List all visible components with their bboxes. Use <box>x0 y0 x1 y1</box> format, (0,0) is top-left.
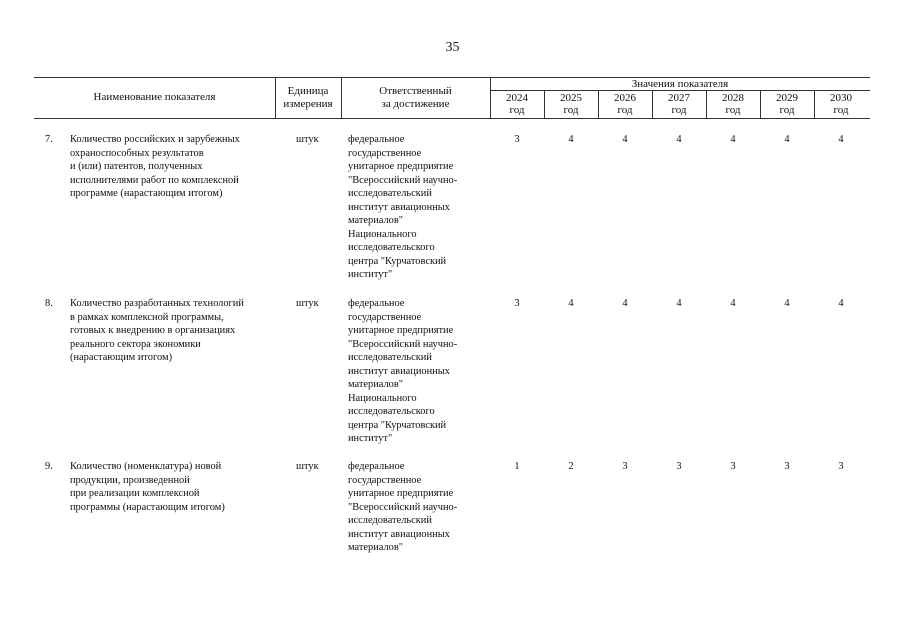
value-2025: 2 <box>568 461 574 472</box>
header-unit: Единица измерения <box>283 85 333 110</box>
year-header: 2027 год <box>668 92 690 116</box>
value-2027: 4 <box>676 134 682 145</box>
row-number: 7. <box>45 134 53 145</box>
value-2024: 1 <box>514 461 520 472</box>
value-2029: 4 <box>784 298 790 309</box>
header-values-group: Значения показателя <box>631 78 729 90</box>
value-2028: 4 <box>730 134 736 145</box>
table-header-bottom-border <box>34 118 870 119</box>
value-2027: 4 <box>676 298 682 309</box>
indicator-name: Количество разработанных технологий в рамках комплексной программы, готовых к внедрению в организациях реального сектора экономики (нарастающим итогом) <box>70 298 244 363</box>
value-2030: 4 <box>838 298 844 309</box>
year-header: 2029 год <box>776 92 798 116</box>
value-2028: 4 <box>730 298 736 309</box>
value-2029: 3 <box>784 461 790 472</box>
indicator-name: Количество российских и зарубежных охраноспособных результатов и (или) патентов, полученных исполнителями работ по комплексной программе (нарастающим итогом) <box>70 134 240 199</box>
value-2026: 3 <box>622 461 628 472</box>
value-2029: 4 <box>784 134 790 145</box>
header-responsible: Ответственный за достижение <box>379 85 452 110</box>
value-2024: 3 <box>514 298 520 309</box>
value-2030: 3 <box>838 461 844 472</box>
year-header: 2025 год <box>560 92 582 116</box>
responsible-cell: федеральное государственное унитарное предприятие "Всероссийский научно- исследовательский институт авиационных материалов" <box>348 461 458 553</box>
year-header: 2026 год <box>614 92 636 116</box>
year-header: 2030 год <box>830 92 852 116</box>
page-number: 35 <box>445 40 460 55</box>
unit-cell: штук <box>296 134 319 145</box>
value-2030: 4 <box>838 134 844 145</box>
indicator-name: Количество (номенклатура) новой продукции, произведенной при реализации комплексной программы (нарастающим итогом) <box>70 461 225 513</box>
value-2027: 3 <box>676 461 682 472</box>
responsible-cell: федеральное государственное унитарное предприятие "Всероссийский научно- исследовательский институт авиационных материалов" Национального исследовательского центра "Курчатовский институт" <box>348 298 458 444</box>
row-number: 9. <box>45 461 53 472</box>
year-header: 2028 год <box>722 92 744 116</box>
row-number: 8. <box>45 298 53 309</box>
value-2024: 3 <box>514 134 520 145</box>
year-header: 2024 год <box>506 92 528 116</box>
value-2026: 4 <box>622 134 628 145</box>
unit-cell: штук <box>296 298 319 309</box>
value-2025: 4 <box>568 298 574 309</box>
value-2026: 4 <box>622 298 628 309</box>
unit-cell: штук <box>296 461 319 472</box>
value-2028: 3 <box>730 461 736 472</box>
header-name: Наименование показателя <box>93 91 216 103</box>
value-2025: 4 <box>568 134 574 145</box>
responsible-cell: федеральное государственное унитарное предприятие "Всероссийский научно- исследовательский институт авиационных материалов" Национального исследовательского центра "Курчатовский институт" <box>348 134 458 280</box>
